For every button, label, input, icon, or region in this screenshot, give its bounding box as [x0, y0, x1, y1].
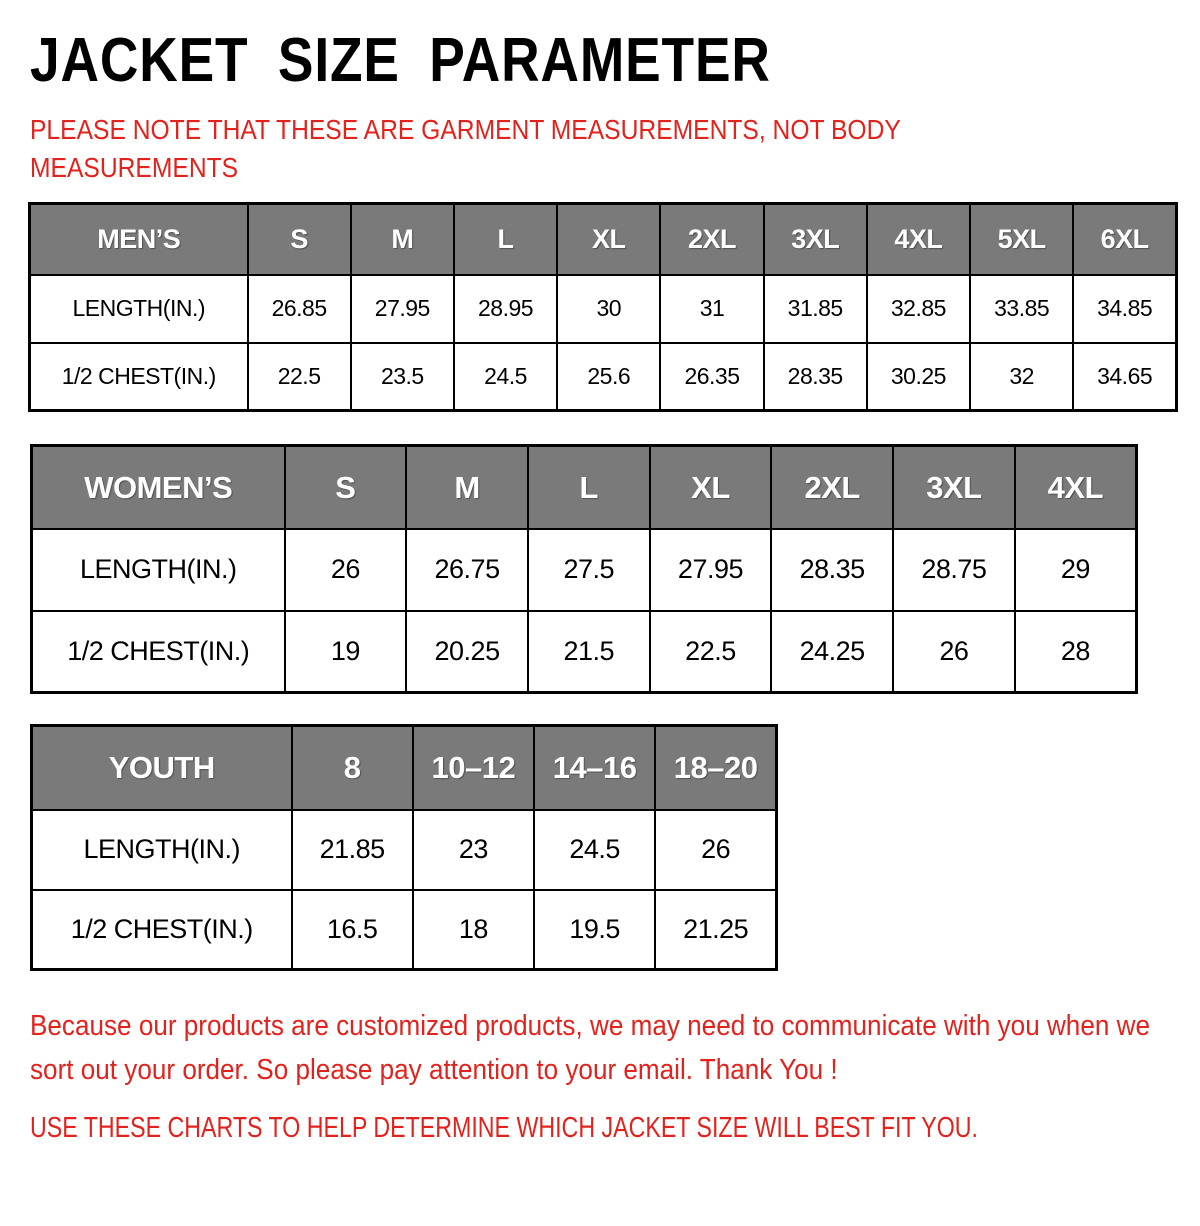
mens-size-header: 3XL — [764, 204, 867, 275]
customization-notice: Because our products are customized products, we may need to communicate with you when we sort out your order. So please pay attention to your email. Thank You ! — [30, 1010, 1150, 1086]
mens-measurement-row — [30, 275, 1177, 343]
mens-size-table — [28, 202, 1178, 412]
mens-row-label: 1/2 CHEST(IN.) — [30, 343, 248, 411]
mens-value-cell: 28.95 — [454, 275, 557, 343]
womens-value-cell: 20.25 — [406, 611, 528, 693]
mens-value-cell: 25.6 — [557, 343, 660, 411]
womens-value-cell: 28.35 — [771, 529, 893, 611]
garment-measurement-note: PLEASE NOTE THAT THESE ARE GARMENT MEASUREMENTS, NOT BODY MEASUREMENTS — [30, 114, 901, 183]
youth-group-label: YOUTH — [32, 726, 292, 810]
mens-header-row — [30, 204, 1177, 275]
youth-size-header: 8 — [292, 726, 413, 810]
womens-row-label: LENGTH(IN.) — [32, 529, 285, 611]
mens-row-label: LENGTH(IN.) — [30, 275, 248, 343]
youth-value-cell: 24.5 — [534, 810, 655, 890]
womens-value-cell: 26 — [285, 529, 407, 611]
size-chart-page — [0, 26, 1200, 1145]
chart-usage-hint: USE THESE CHARTS TO HELP DETERMINE WHICH JACKET SIZE WILL BEST FIT YOU. — [30, 1112, 978, 1145]
womens-header-row — [32, 446, 1137, 529]
mens-value-cell: 30.25 — [867, 343, 970, 411]
womens-value-cell: 28.75 — [893, 529, 1015, 611]
mens-size-header: L — [454, 204, 557, 275]
page-title: JACKET SIZE PARAMETER — [30, 26, 771, 95]
mens-value-cell: 23.5 — [351, 343, 454, 411]
mens-value-cell: 31 — [660, 275, 763, 343]
mens-value-cell: 30 — [557, 275, 660, 343]
womens-value-cell: 21.5 — [528, 611, 650, 693]
womens-value-cell: 27.5 — [528, 529, 650, 611]
youth-measurement-row — [32, 890, 777, 970]
mens-value-cell: 31.85 — [764, 275, 867, 343]
mens-size-header: M — [351, 204, 454, 275]
mens-value-cell: 34.65 — [1073, 343, 1176, 411]
youth-value-cell: 18 — [413, 890, 534, 970]
womens-value-cell: 22.5 — [650, 611, 772, 693]
mens-value-cell: 32 — [970, 343, 1073, 411]
youth-size-header: 14–16 — [534, 726, 655, 810]
mens-value-cell: 26.35 — [660, 343, 763, 411]
womens-size-header: 4XL — [1015, 446, 1137, 529]
womens-value-cell: 19 — [285, 611, 407, 693]
mens-value-cell: 33.85 — [970, 275, 1073, 343]
youth-size-header: 18–20 — [655, 726, 776, 810]
womens-size-header: 2XL — [771, 446, 893, 529]
youth-size-table — [30, 724, 778, 971]
mens-measurement-row — [30, 343, 1177, 411]
mens-value-cell: 28.35 — [764, 343, 867, 411]
womens-value-cell: 27.95 — [650, 529, 772, 611]
womens-value-cell: 28 — [1015, 611, 1137, 693]
mens-size-header: XL — [557, 204, 660, 275]
mens-size-header: S — [248, 204, 351, 275]
mens-value-cell: 34.85 — [1073, 275, 1176, 343]
youth-header-row — [32, 726, 777, 810]
mens-value-cell: 32.85 — [867, 275, 970, 343]
womens-size-header: M — [406, 446, 528, 529]
youth-value-cell: 21.85 — [292, 810, 413, 890]
womens-measurement-row — [32, 611, 1137, 693]
youth-value-cell: 19.5 — [534, 890, 655, 970]
mens-value-cell: 24.5 — [454, 343, 557, 411]
mens-size-header: 2XL — [660, 204, 763, 275]
youth-value-cell: 23 — [413, 810, 534, 890]
womens-size-header: S — [285, 446, 407, 529]
mens-size-header: 5XL — [970, 204, 1073, 275]
womens-size-header: L — [528, 446, 650, 529]
youth-value-cell: 26 — [655, 810, 776, 890]
mens-value-cell: 27.95 — [351, 275, 454, 343]
womens-size-header: 3XL — [893, 446, 1015, 529]
youth-size-header: 10–12 — [413, 726, 534, 810]
youth-row-label: LENGTH(IN.) — [32, 810, 292, 890]
womens-size-header: XL — [650, 446, 772, 529]
womens-value-cell: 26.75 — [406, 529, 528, 611]
mens-group-label: MEN’S — [30, 204, 248, 275]
womens-size-table — [30, 444, 1138, 694]
youth-value-cell: 21.25 — [655, 890, 776, 970]
mens-value-cell: 22.5 — [248, 343, 351, 411]
youth-value-cell: 16.5 — [292, 890, 413, 970]
mens-value-cell: 26.85 — [248, 275, 351, 343]
youth-measurement-row — [32, 810, 777, 890]
mens-size-header: 6XL — [1073, 204, 1176, 275]
youth-row-label: 1/2 CHEST(IN.) — [32, 890, 292, 970]
womens-row-label: 1/2 CHEST(IN.) — [32, 611, 285, 693]
mens-size-header: 4XL — [867, 204, 970, 275]
womens-measurement-row — [32, 529, 1137, 611]
womens-value-cell: 24.25 — [771, 611, 893, 693]
womens-value-cell: 26 — [893, 611, 1015, 693]
womens-group-label: WOMEN’S — [32, 446, 285, 529]
womens-value-cell: 29 — [1015, 529, 1137, 611]
